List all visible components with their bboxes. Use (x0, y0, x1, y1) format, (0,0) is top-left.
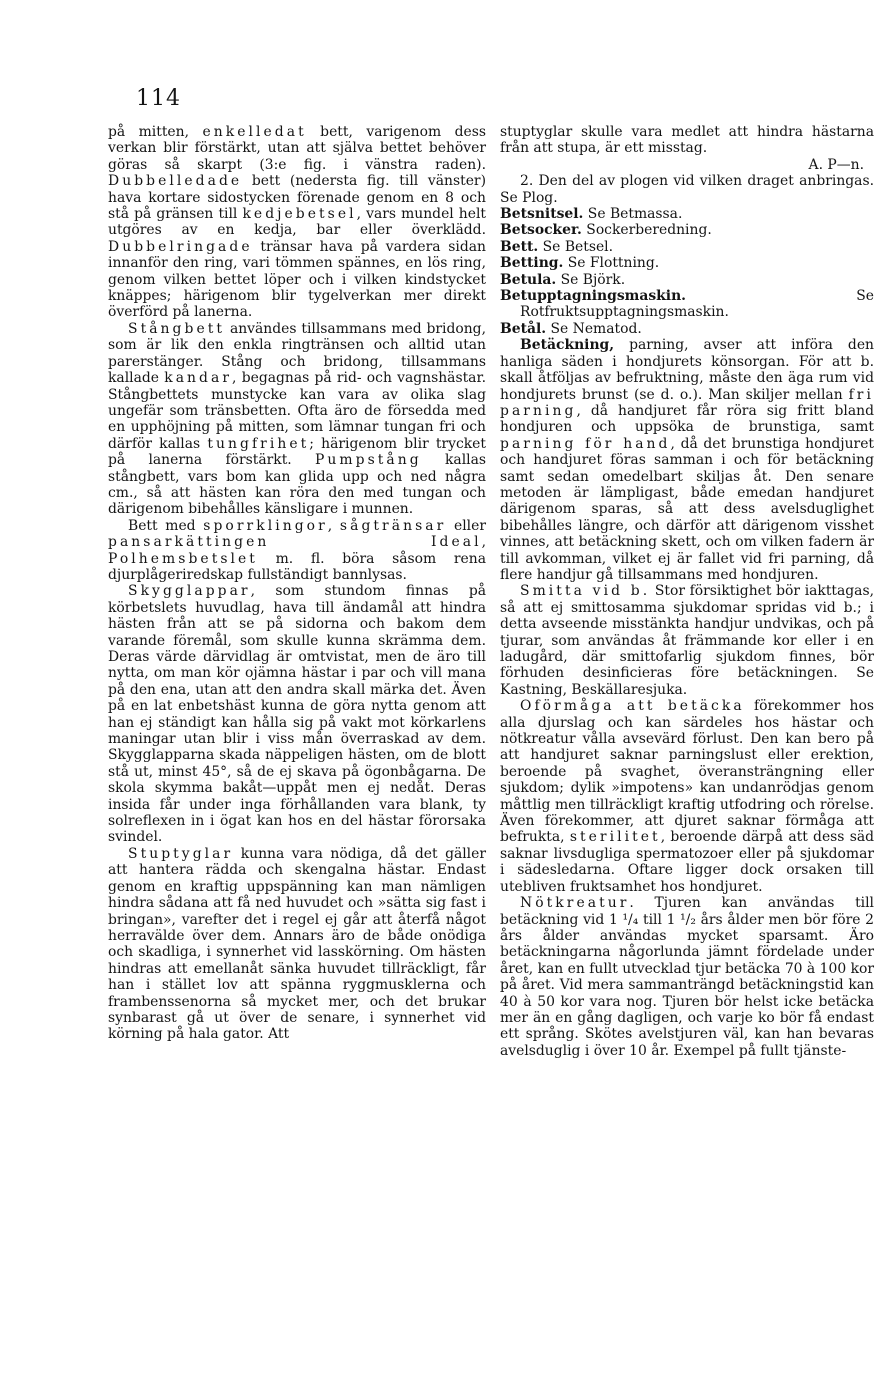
paragraph (500, 157, 874, 173)
spaced-term: sterilitet (569, 829, 661, 846)
paragraph (500, 272, 874, 288)
text-run: Se Flottning. (563, 255, 660, 272)
spaced-term: Stuptyglar (128, 845, 234, 862)
spaced-term: Dubbelringade (108, 238, 253, 255)
text-run: Se Rotfruktsupptagningsmaskin. (520, 288, 874, 321)
text-run: förekommer hos alla djurslag och kan särdeles hos hästar och nötkreatur vålla avsevärd förlust. Den kan bero på att handjuret saknar parningslust eller erektion, beroende på svaghet, överansträngning eller sjukdom; dylik »impotens» kan undanrödjas genom måttlig men tillräckligt kraftig utfodring och rörelse. Även förekommer, att djuret saknar förmåga att befrukta, (500, 698, 874, 846)
text-run: , då handjuret får röra sig fritt bland hondjuren och uppsöka de brunstiga, samt (500, 402, 874, 436)
spaced-term: tungfrihet (207, 435, 310, 452)
text-run: , som stundom finnas på körbetslets huvudlag, hava till ändamål att hindra hästen från att se på sidorna och bakom dem varande föremål, som skulle kunna skrämma dem. Deras värde därvidlag är omtvistat, men de äro till nytta, om man kör ojämna hästar i par och vill mana på den ena, utan att den andra skall märka det. Även på en lat enbetshäst kunna de göra nytta genom att han ej ständigt kan hålla sig på vakt mot körkarlens maningar utan blir i viss mån överraskad av dem. Skygglapparna skada näppeligen hästen, om de blott stå ut, minst 45°, så de ej skava på ögonbågarna. De skola skymma bakåt—uppåt men ej nedåt. Deras insida får under inga förhållanden vara blank, ty solreflexen in i ögat kan hos en del hästar förorsaka svindel. (108, 583, 486, 846)
spaced-term: kedjebetsel (242, 206, 357, 223)
text-run: , (481, 534, 486, 551)
spaced-term: Nötkreatur (520, 895, 630, 912)
text-run: kunna vara nödiga, då det gäller att hantera rädda och skengalna hästar. Endast genom en kraftig uppspänning kan man nämligen hindra sådana att få ned huvudet och »sätta sig fast i bringan», varefter det i regel ej går att återfå något herravälde över dem. Annars äro de både onödiga och skadliga, i synnerhet vid lasskörning. Om hästen hindras att emellanåt sänka huvudet tillräckligt, får han i stället lov att spänna ryggmusklerna och frambenssenorna så mycket mer, och det brukar synbarast gå ut över de senare, i synnerhet vid körning på hala gator. Att (108, 845, 486, 1043)
spaced-term: sporrklingor (203, 517, 328, 534)
text-run: ; härigenom blir trycket på lanerna förstärkt. (108, 435, 486, 469)
paragraph (500, 124, 874, 157)
text-run: eller (446, 517, 486, 534)
left-column (108, 124, 486, 1043)
paragraph (108, 124, 486, 321)
paragraph (500, 583, 874, 698)
spaced-term: enkelledat (202, 124, 307, 140)
spaced-term: parning för hand (500, 435, 671, 452)
paragraph (500, 239, 874, 255)
headword: Betula. (500, 271, 557, 288)
text-run: stuptyglar skulle vara medlet att hindra hästarna från att stupa, är ett misstag. (500, 124, 874, 157)
paragraph (108, 518, 486, 584)
text-run: m. fl. böra såsom rena djurplågeriredskap fullständigt bannlysas. (108, 550, 486, 583)
headword: Betsocker. (500, 222, 582, 239)
headword: Betting. (500, 255, 564, 272)
paragraph (500, 895, 874, 1059)
paragraph (108, 583, 486, 846)
headword: Betupptagningsmaskin. (500, 288, 687, 305)
spaced-term: fri parning (500, 386, 874, 419)
paragraph (500, 173, 874, 206)
paragraph (500, 698, 874, 895)
spaced-term: Polhemsbetslet (108, 550, 258, 567)
paragraph (500, 206, 874, 222)
spaced-term: Stångbett (128, 320, 226, 337)
text-run: Se Björk. (556, 271, 626, 288)
headword: Betäckning, (520, 337, 615, 354)
text-run: , vars mundel helt utgöres av en kedja, bar eller överklädd. (108, 206, 486, 239)
paragraph (500, 255, 874, 271)
text-run: användes tillsammans med bridong, som är lik den enkla ringtränsen och alltid utan parerstänger. Stång och bridong, tillsammans kallade (108, 320, 486, 387)
paragraph (500, 288, 874, 321)
page-number: 114 (136, 86, 181, 111)
text-run: Se Nematod. (546, 320, 642, 337)
spaced-term: kandar (164, 370, 233, 387)
text-run: Sockerberedning. (581, 222, 712, 239)
text-run: , (327, 517, 340, 534)
text-run: på mitten, (108, 124, 203, 140)
paragraph (500, 321, 874, 337)
spaced-term: Dubbelledade (108, 173, 243, 190)
paragraph (108, 321, 486, 518)
spaced-term: Pumpstång (314, 452, 422, 469)
spaced-term: pansarkättingen Ideal (108, 534, 482, 551)
paragraph (500, 337, 874, 583)
text-run: parning, avser att införa den hanliga säden i hondjurets könsorgan. För att b. skall åtföljas av befruktning, måste den äga rum vid hondjurets brunst (se d. o.). Man skiljer mellan (500, 337, 874, 403)
headword: Bett. (500, 238, 539, 255)
spaced-term: sågtränsar (339, 517, 447, 534)
text-run: bett (nedersta fig. till vänster) hava kortare sidostycken förenade genom en 8 och stå på gränsen till (108, 173, 486, 223)
headword: Betål. (500, 320, 547, 337)
text-run: tränsar hava på vardera sidan innanför den ring, vari tömmen spännes, en lös ring, genom vilken bettet löper och i vilken kindstycket knäppes; härigenom blir tygelverkan mer direkt överförd på lanerna. (108, 238, 486, 321)
text-run: , då det brunstiga hondjuret och handjuret föras samman i och för betäckning samt sedan omedelbart skiljas åt. Den senare metoden är lämpligast, både emedan handjuret därigenom sparas, så att dess avelsduglighet bibehålles längre, och därför att därigenom visshet vinnes, att betäckning skett, och om vilken fadern är till avkomman, vilket ej är fallet vid fri parning, då flere handjur gå tillsammans med hondjuren. (500, 435, 874, 583)
spaced-term: Smitta vid b. (520, 583, 651, 600)
text-run: Stor försiktighet bör iakttagas, så att ej smittosamma sjukdomar spridas vid b.; i detta avseende misstänkta handjur undvikas, och på tjurar, som användas åt främmande kor eller i en ladugård, där smittofarlig sjukdom finnes, bör förhuden desinficieras före betäckningen. Se Kastning, Beskällaresjuka. (500, 583, 874, 698)
text-run: kallas stångbett, vars bom kan glida upp och ned några cm., så att hästen kan röra den med tungan och därigenom bibehålles känsligare i munnen. (108, 452, 486, 518)
paragraph (500, 222, 874, 238)
text-run: Se Betmassa. (583, 206, 683, 223)
text-run: 2. Den del av plogen vid vilken draget anbringas. Se Plog. (500, 173, 874, 206)
text-run: , begagnas på rid- och vagnshästar. Stångbettets munstycke kan vara av olika slag ungefär som tränsbetten. Ofta äro de försedda med en upphöjning på mitten, som lämnar tungan fri och därför kallas (108, 370, 486, 452)
spaced-term: Skygglappar (128, 583, 251, 600)
text-run: Bett med (128, 517, 204, 534)
text-run: . Tjuren kan användas till betäckning vid 1 ¹/₄ till 1 ¹/₂ års ålder men bör före 2 års ålder användas mycket sparsamt. Äro betäckningarna någorlunda jämnt fördelade under året, kan en fullt utvecklad tjur betäcka 70 à 100 kor på året. Vid mera sammanträngd betäckningstid kan 40 à 50 kor vara nog. Tjuren bör helst icke betäcka mer än en gång dagligen, och varje ko bör få endast ett språng. Skötes avelstjuren väl, kan han bevaras avelsduglig i över 10 år. Exempel på fullt tjänste- (500, 895, 874, 1059)
headword: Betsnitsel. (500, 206, 584, 223)
right-column (500, 124, 874, 1059)
paragraph (108, 846, 486, 1043)
text-run: bett, varigenom dess verkan blir förstärkt, utan att själva bettet behöver göras så skarpt (3:e fig. i vänstra raden). (108, 124, 486, 173)
text-run: Se Betsel. (538, 238, 614, 255)
text-run: A. P—n. (808, 156, 864, 173)
spaced-term: Oförmåga att betäcka (520, 698, 745, 715)
text-run: , beroende därpå att dess säd saknar livsdugliga spermatozoer eller på sjukdomar i sädesledarna. Oftare ligger dock orsaken till utebliven fruktsamhet hos hondjuret. (500, 829, 875, 895)
